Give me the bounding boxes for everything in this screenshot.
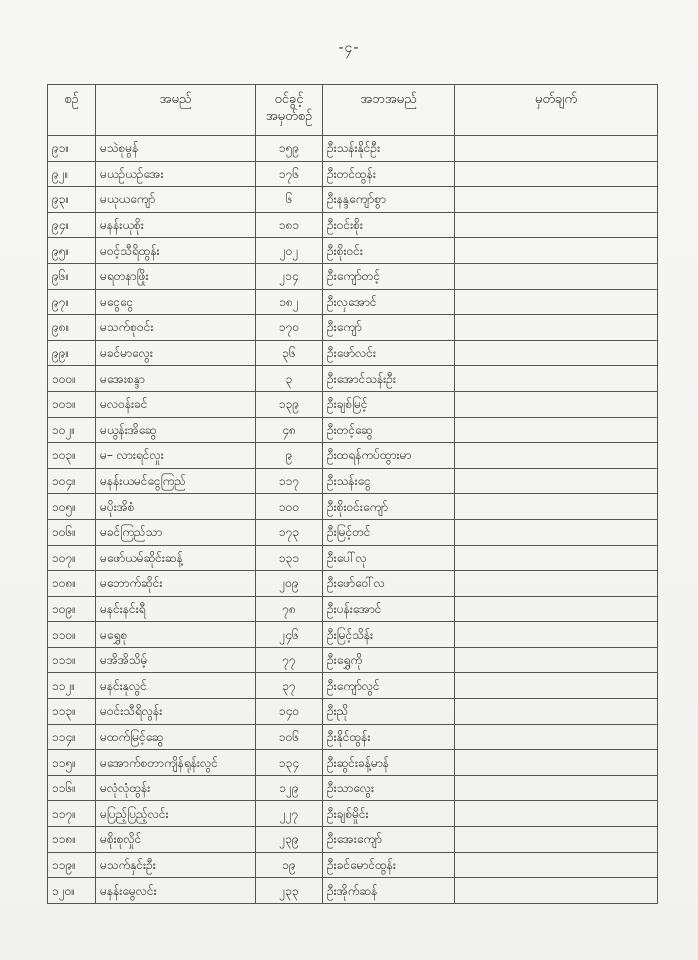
student-name: မထက်မြင့်ဆွေ: [96, 724, 256, 750]
table-row: [48, 647, 658, 673]
student-name: မငွေငွေ: [96, 289, 256, 315]
student-name: မ– လားရင်လှုး: [96, 443, 256, 469]
father-name: ဦးကျော်: [323, 315, 455, 341]
table-body: [48, 136, 658, 904]
student-name: မအောက်စတာကျိန်ရုန်းလွင်: [96, 750, 256, 776]
table-row: [48, 263, 658, 289]
table-row: [48, 366, 658, 392]
row-number: ၁၀၅။: [48, 494, 96, 520]
student-name: မရတနာဖြိုး: [96, 263, 256, 289]
student-name: မနင်းနင်းရီ: [96, 596, 256, 622]
admission-number: ၁၇၆: [256, 161, 323, 187]
table-row: [48, 212, 658, 238]
admission-number: ၁၀၀: [256, 494, 323, 520]
row-number: ၁၂၀။: [48, 878, 96, 904]
father-name: ဦးချစ်မြင့်: [323, 391, 455, 417]
student-name: မခင်မာလွေး: [96, 340, 256, 366]
table-row: [48, 673, 658, 699]
remarks-cell: [455, 187, 658, 213]
father-name: ဦးစိုးဝင်းကျော်: [323, 494, 455, 520]
student-name: မစိုးစုလှိုင်: [96, 827, 256, 853]
table-row: [48, 724, 658, 750]
father-name: ဦးအောင်သန်းဦး: [323, 366, 455, 392]
admission-number: ၁၉: [256, 852, 323, 878]
father-name: ဦးဝင်းစိုး: [323, 212, 455, 238]
admission-number: ၂၄၆: [256, 622, 323, 648]
header-remarks: မှတ်ချက်: [455, 85, 658, 136]
father-name: ဦးမြင့်သိန်း: [323, 622, 455, 648]
remarks-cell: [455, 289, 658, 315]
row-number: ၁၀၃။: [48, 443, 96, 469]
student-name: မရွှေစု: [96, 622, 256, 648]
father-name: ဦးအေးကျော်: [323, 827, 455, 853]
table-row: [48, 801, 658, 827]
father-name: ဦးအိုက်ဆန်: [323, 878, 455, 904]
row-number: ၉၃။: [48, 187, 96, 213]
remarks-cell: [455, 391, 658, 417]
father-name: ဦးကျော်တင့်: [323, 263, 455, 289]
table-row: [48, 315, 658, 341]
remarks-cell: [455, 519, 658, 545]
row-number: ၁၀၁။: [48, 391, 96, 417]
student-name: မလုံလုံထွန်း: [96, 775, 256, 801]
remarks-cell: [455, 212, 658, 238]
row-number: ၉၇။: [48, 289, 96, 315]
father-name: ဦးခင်မောင်ထွန်း: [323, 852, 455, 878]
admission-number: ၂၃၃: [256, 878, 323, 904]
father-name: ဦးကျော်လွင်: [323, 673, 455, 699]
remarks-cell: [455, 775, 658, 801]
father-name: ဦးသာလွေး: [323, 775, 455, 801]
admission-number: ၃: [256, 366, 323, 392]
remarks-cell: [455, 315, 658, 341]
father-name: ဦးသန်းငွေ: [323, 468, 455, 494]
admission-number: ၂၀၂: [256, 238, 323, 264]
remarks-cell: [455, 366, 658, 392]
student-name: မဖော်ယမ်ဆိုင်းဆန့်: [96, 545, 256, 571]
table-row: [48, 827, 658, 853]
admission-number: ၉: [256, 443, 323, 469]
header-father-name: အဘအမည်: [323, 85, 455, 136]
remarks-cell: [455, 673, 658, 699]
admission-number: ၁၇၃: [256, 519, 323, 545]
table-header-row: [48, 85, 658, 136]
remarks-cell: [455, 699, 658, 725]
admission-number: ၃၆: [256, 340, 323, 366]
row-number: ၉၉။: [48, 340, 96, 366]
table-row: [48, 545, 658, 571]
father-name: ဦးညို: [323, 699, 455, 725]
row-number: ၁၀၉။: [48, 596, 96, 622]
row-number: ၁၀၆။: [48, 519, 96, 545]
admission-number: ၄၈: [256, 417, 323, 443]
father-name: ဦးထရန်ကပ်ထွားမာ: [323, 443, 455, 469]
remarks-cell: [455, 443, 658, 469]
row-number: ၁၁၃။: [48, 699, 96, 725]
remarks-cell: [455, 340, 658, 366]
student-name: မယုယကျော်: [96, 187, 256, 213]
table-row: [48, 852, 658, 878]
row-number: ၁၁၂။: [48, 673, 96, 699]
table-row: [48, 775, 658, 801]
row-number: ၁၁၅။: [48, 750, 96, 776]
row-number: ၁၁၁။: [48, 647, 96, 673]
student-name: မနန်းမွေလင်း: [96, 878, 256, 904]
table-row: [48, 289, 658, 315]
remarks-cell: [455, 801, 658, 827]
row-number: ၁၁၉။: [48, 852, 96, 878]
admission-number: ၆: [256, 187, 323, 213]
table-row: [48, 494, 658, 520]
row-number: ၉၂။: [48, 161, 96, 187]
admission-number: ၂၂၇: [256, 801, 323, 827]
table-row: [48, 187, 658, 213]
student-name: မပိုးအိစံ: [96, 494, 256, 520]
remarks-cell: [455, 724, 658, 750]
student-name: မသက်နှင်းဦး: [96, 852, 256, 878]
student-name: မဝင့်သီရိထွန်း: [96, 238, 256, 264]
row-number: ၉၅။: [48, 238, 96, 264]
admission-number: ၁၄၀: [256, 699, 323, 725]
row-number: ၁၁၀။: [48, 622, 96, 648]
remarks-cell: [455, 827, 658, 853]
remarks-cell: [455, 238, 658, 264]
page-number: -၄-: [338, 40, 360, 56]
student-name: မလဝန်းခင်: [96, 391, 256, 417]
admission-number: ၁၁၇: [256, 468, 323, 494]
admission-number: ၁၃၁: [256, 545, 323, 571]
row-number: ၁၀၈။: [48, 571, 96, 597]
father-name: ဦးနန္ဒကျော်စွာ: [323, 187, 455, 213]
table-row: [48, 519, 658, 545]
father-name: ဦးနိုင်ထွန်း: [323, 724, 455, 750]
row-number: ၁၁၈။: [48, 827, 96, 853]
father-name: ဦးမြင့်တင်: [323, 519, 455, 545]
father-name: ဦးဖော်ဝေါ်လ: [323, 571, 455, 597]
father-name: ဦးစိုးဝင်း: [323, 238, 455, 264]
header-number: စဉ်: [48, 85, 96, 136]
row-number: ၁၀၄။: [48, 468, 96, 494]
student-name: မယဉ်ယဉ်အေး: [96, 161, 256, 187]
table-row: [48, 750, 658, 776]
student-name: မဘောက်ဆိုင်း: [96, 571, 256, 597]
row-number: ၁၁၄။: [48, 724, 96, 750]
student-name: မဝင်းသီရိလွန်း: [96, 699, 256, 725]
student-name: မအေးစန္ဒာ: [96, 366, 256, 392]
father-name: ဦးပေါ်လု: [323, 545, 455, 571]
remarks-cell: [455, 545, 658, 571]
father-name: ဦးသန်းနိုင်ဦး: [323, 136, 455, 162]
remarks-cell: [455, 136, 658, 162]
student-name: မသက်စုဝင်း: [96, 315, 256, 341]
table-row: [48, 391, 658, 417]
remarks-cell: [455, 647, 658, 673]
student-list-table: [47, 84, 658, 904]
row-number: ၉၁။: [48, 136, 96, 162]
admission-number: ၇၈: [256, 596, 323, 622]
row-number: ၁၁၆။: [48, 775, 96, 801]
table-row: [48, 238, 658, 264]
father-name: ဦးပန်းအောင်: [323, 596, 455, 622]
remarks-cell: [455, 622, 658, 648]
table-row: [48, 468, 658, 494]
student-name: မပြည့်ပြည့်လင်း: [96, 801, 256, 827]
father-name: ဦးရွှေကို: [323, 647, 455, 673]
student-name: မနန်းယုစိုး: [96, 212, 256, 238]
row-number: ၁၀၀။: [48, 366, 96, 392]
father-name: ဦးဖော်လင်း: [323, 340, 455, 366]
remarks-cell: [455, 468, 658, 494]
remarks-cell: [455, 596, 658, 622]
table-row: [48, 340, 658, 366]
table-row: [48, 596, 658, 622]
table-row: [48, 417, 658, 443]
row-number: ၉၄။: [48, 212, 96, 238]
header-name: အမည်: [96, 85, 256, 136]
admission-number: ၁၂၉: [256, 775, 323, 801]
student-name: မနင်းနုလွင်: [96, 673, 256, 699]
row-number: ၉၈။: [48, 315, 96, 341]
remarks-cell: [455, 263, 658, 289]
remarks-cell: [455, 750, 658, 776]
student-name: မယွန်းအိဆွေ: [96, 417, 256, 443]
admission-number: ၂၁၄: [256, 263, 323, 289]
father-name: ဦးလှအောင်: [323, 289, 455, 315]
father-name: ဦးတင့်ဆွေ: [323, 417, 455, 443]
table-row: [48, 161, 658, 187]
table-row: [48, 443, 658, 469]
row-number: ၉၆။: [48, 263, 96, 289]
remarks-cell: [455, 417, 658, 443]
student-name: မသဲစုမွန်: [96, 136, 256, 162]
header-admission-line1: ဝင်ခွင့်: [274, 92, 304, 107]
remarks-cell: [455, 161, 658, 187]
table-row: [48, 571, 658, 597]
student-name: မခင်ကြည်သာ: [96, 519, 256, 545]
remarks-cell: [455, 852, 658, 878]
admission-number: ၁၈၂: [256, 289, 323, 315]
admission-number: ၇၇: [256, 647, 323, 673]
table-row: [48, 699, 658, 725]
student-name: မနန်းယမင်ငွေကြည်: [96, 468, 256, 494]
admission-number: ၁၅၉: [256, 136, 323, 162]
row-number: ၁၀၂။: [48, 417, 96, 443]
remarks-cell: [455, 494, 658, 520]
remarks-cell: [455, 571, 658, 597]
admission-number: ၂၀၉: [256, 571, 323, 597]
father-name: ဦးဆွင်းခန့်မာန်: [323, 750, 455, 776]
father-name: ဦးချစ်မှိုင်း: [323, 801, 455, 827]
admission-number: ၁၇၀: [256, 315, 323, 341]
row-number: ၁၀၇။: [48, 545, 96, 571]
admission-number: ၁၃၄: [256, 750, 323, 776]
student-name: မအိအိသိမ့်: [96, 647, 256, 673]
row-number: ၁၁၇။: [48, 801, 96, 827]
father-name: ဦးတင်ထွန်း: [323, 161, 455, 187]
admission-number: ၁၃၉: [256, 391, 323, 417]
table-row: [48, 878, 658, 904]
table-row: [48, 136, 658, 162]
admission-number: ၁၀၆: [256, 724, 323, 750]
table-row: [48, 622, 658, 648]
header-admission-line2: အမှတ်စဉ်: [265, 109, 313, 124]
header-admission-number: [256, 85, 323, 136]
admission-number: ၂၃၉: [256, 827, 323, 853]
remarks-cell: [455, 878, 658, 904]
admission-number: ၁၈၁: [256, 212, 323, 238]
admission-number: ၃၇: [256, 673, 323, 699]
